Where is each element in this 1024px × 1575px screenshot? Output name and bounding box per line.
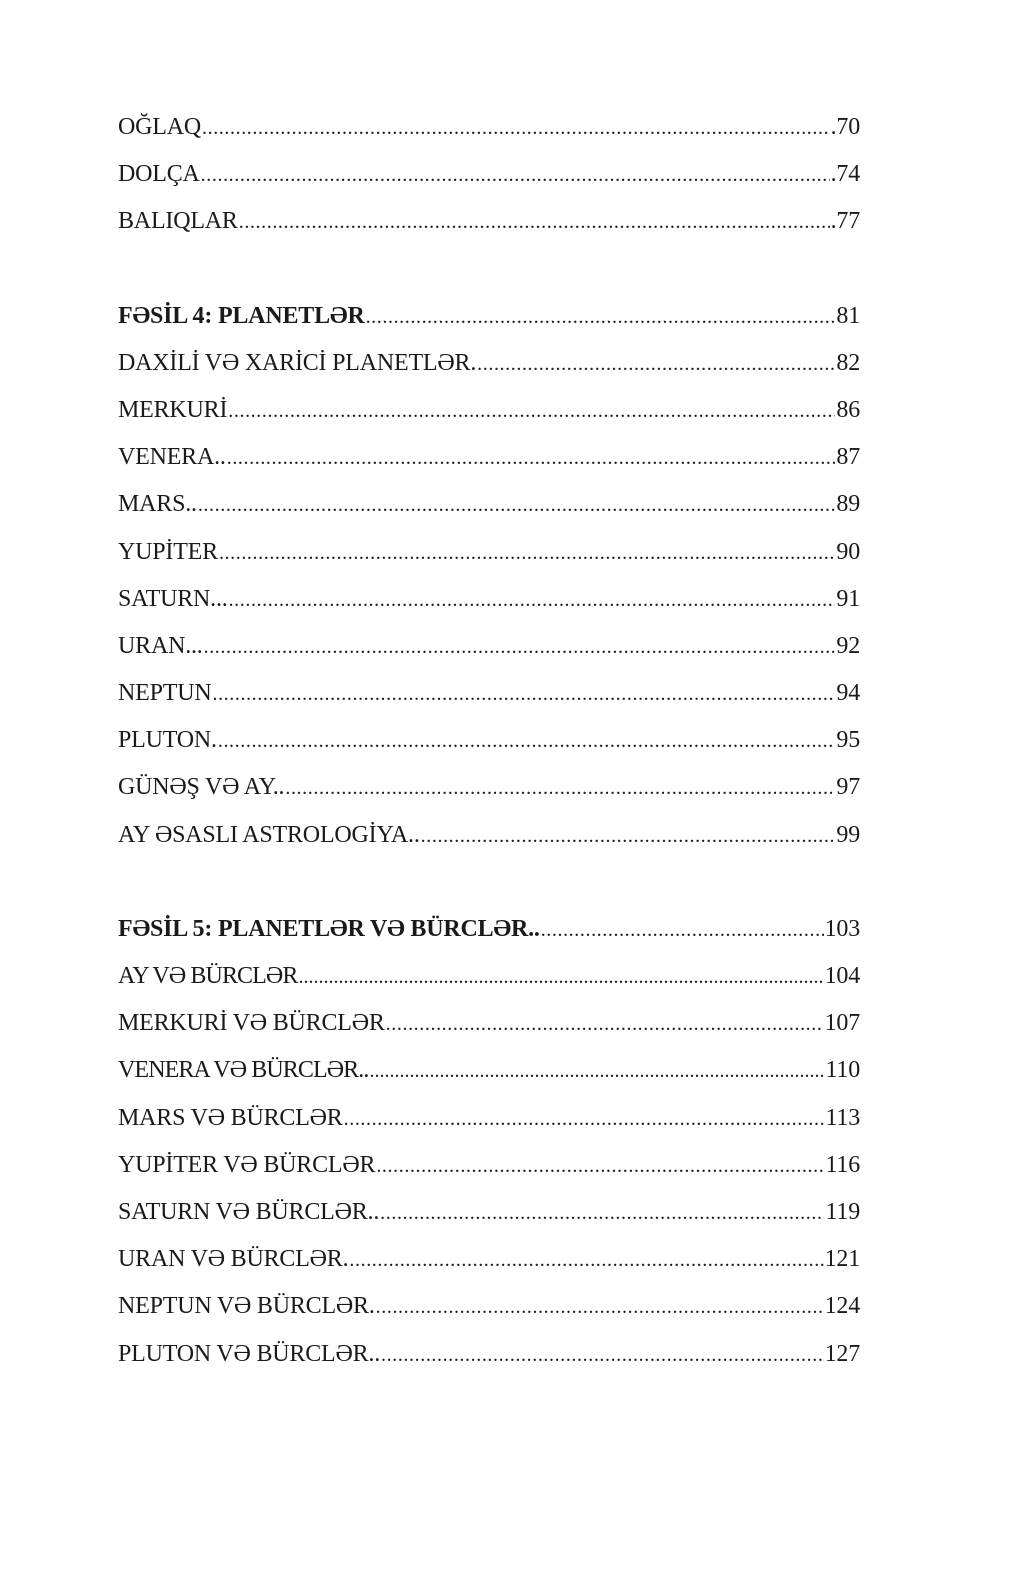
- entry-title: MARS VƏ BÜRCLƏR: [118, 1104, 343, 1131]
- entry-title: AY VƏ BÜRCLƏR: [118, 963, 298, 989]
- dot-leader: [285, 765, 835, 812]
- dot-leader: [298, 954, 823, 1001]
- page-number: 124: [824, 1293, 860, 1320]
- chapter-title: FƏSİL 5: PLANETLƏR VƏ BÜRCLƏR..: [118, 915, 540, 942]
- page-number: 89: [836, 491, 860, 518]
- entry-title: YUPİTER: [118, 538, 218, 565]
- dot-leader: [204, 624, 836, 671]
- entry-title: PLUTON.: [118, 727, 217, 754]
- toc-entry: [118, 1047, 878, 1094]
- entry-title: NEPTUN VƏ BÜRCLƏR.: [118, 1293, 375, 1320]
- toc-entry: [118, 387, 878, 434]
- dot-leader: [201, 152, 830, 199]
- dot-leader: [541, 907, 824, 954]
- chapter-heading-entry: [118, 906, 878, 953]
- page-number: 97: [836, 774, 860, 801]
- page-number: .74: [830, 161, 860, 188]
- entry-title: SATURN VƏ BÜRCLƏR..: [118, 1198, 380, 1225]
- toc-entry: [118, 953, 878, 1000]
- entry-title: URAN...: [118, 632, 203, 659]
- entry-title: URAN VƏ BÜRCLƏR.: [118, 1246, 349, 1273]
- entry-title: MERKURİ: [118, 396, 228, 423]
- dot-leader: [239, 199, 830, 246]
- toc-entry: [118, 1095, 878, 1142]
- page-number: 95: [836, 727, 860, 754]
- page-number: 127: [824, 1340, 860, 1367]
- toc-section: [118, 293, 878, 859]
- dot-leader: [381, 1332, 824, 1379]
- dot-leader: [386, 1001, 824, 1048]
- page-number: 121: [824, 1246, 860, 1273]
- toc-entry: [118, 717, 878, 764]
- table-of-contents: [118, 104, 878, 1378]
- entry-title: AY ƏSASLI ASTROLOGİYA..: [118, 821, 420, 848]
- dot-leader: [218, 718, 836, 765]
- toc-entry: [118, 434, 878, 481]
- page-number: 91: [836, 585, 860, 612]
- toc-entry: [118, 576, 878, 623]
- page-number: 110: [825, 1057, 860, 1084]
- chapter-title: FƏSİL 4: PLANETLƏR: [118, 302, 365, 329]
- dot-leader: [229, 577, 836, 624]
- page-number: 82: [836, 349, 860, 376]
- entry-title: SATURN...: [118, 585, 228, 612]
- dot-leader: [380, 1190, 824, 1237]
- page-number: 116: [825, 1151, 860, 1178]
- page-number: .70: [830, 114, 860, 140]
- page-number: 90: [836, 538, 860, 565]
- entry-title: OĞLAQ: [118, 114, 201, 140]
- dot-leader: [376, 1284, 824, 1331]
- dot-leader: [421, 813, 836, 860]
- dot-leader: [477, 341, 835, 388]
- toc-entry: [118, 1142, 878, 1189]
- toc-entry: [118, 529, 878, 576]
- page-number: 99: [836, 821, 860, 848]
- page-number: 94: [836, 680, 860, 707]
- entry-title: YUPİTER VƏ BÜRCLƏR: [118, 1151, 376, 1178]
- toc-entry: [118, 481, 878, 528]
- page-number: 92: [836, 632, 860, 659]
- toc-entry: [118, 623, 878, 670]
- page-number: 103: [824, 915, 860, 942]
- dot-leader: [227, 435, 836, 482]
- entry-title: DAXİLİ VƏ XARİCİ PLANETLƏR.: [118, 349, 477, 376]
- dot-leader: [212, 671, 835, 718]
- toc-entry: [118, 764, 878, 811]
- entry-title: MARS..: [118, 491, 197, 518]
- toc-entry: [118, 151, 878, 198]
- toc-entry: [118, 1189, 878, 1236]
- toc-entry: [118, 104, 878, 151]
- chapter-heading-entry: [118, 293, 878, 340]
- toc-entry: [118, 812, 878, 859]
- page-number: 104: [824, 963, 860, 989]
- toc-section: [118, 906, 878, 1378]
- dot-leader: [219, 530, 835, 577]
- toc-section: [118, 104, 878, 246]
- toc-entry: [118, 198, 878, 245]
- toc-entry: [118, 340, 878, 387]
- dot-leader: [344, 1096, 825, 1143]
- dot-leader: [198, 482, 836, 529]
- page-number: 86: [836, 396, 860, 423]
- toc-entry: [118, 1000, 878, 1047]
- page-number: 119: [825, 1198, 860, 1225]
- dot-leader: [376, 1143, 824, 1190]
- page-number: 107: [824, 1010, 860, 1037]
- entry-title: GÜNƏŞ VƏ AY..: [118, 774, 285, 801]
- toc-entry: [118, 1331, 878, 1378]
- dot-leader: [366, 294, 836, 341]
- entry-title: MERKURİ VƏ BÜRCLƏR: [118, 1010, 385, 1037]
- entry-title: PLUTON VƏ BÜRCLƏR..: [118, 1340, 381, 1367]
- page-number: .77: [830, 208, 860, 235]
- dot-leader: [202, 105, 830, 152]
- toc-entry: [118, 1283, 878, 1330]
- page-number: 81: [836, 302, 860, 329]
- entry-title: BALIQLAR: [118, 208, 238, 235]
- toc-entry: [118, 670, 878, 717]
- toc-entry: [118, 1236, 878, 1283]
- page-number: 113: [825, 1104, 860, 1131]
- entry-title: DOLÇA: [118, 161, 200, 188]
- entry-title: VENERA..: [118, 444, 226, 471]
- dot-leader: [349, 1237, 823, 1284]
- dot-leader: [370, 1048, 825, 1095]
- entry-title: VENERA VƏ BÜRCLƏR..: [118, 1057, 369, 1084]
- dot-leader: [228, 388, 835, 435]
- page-number: 87: [836, 444, 860, 471]
- entry-title: NEPTUN: [118, 680, 212, 707]
